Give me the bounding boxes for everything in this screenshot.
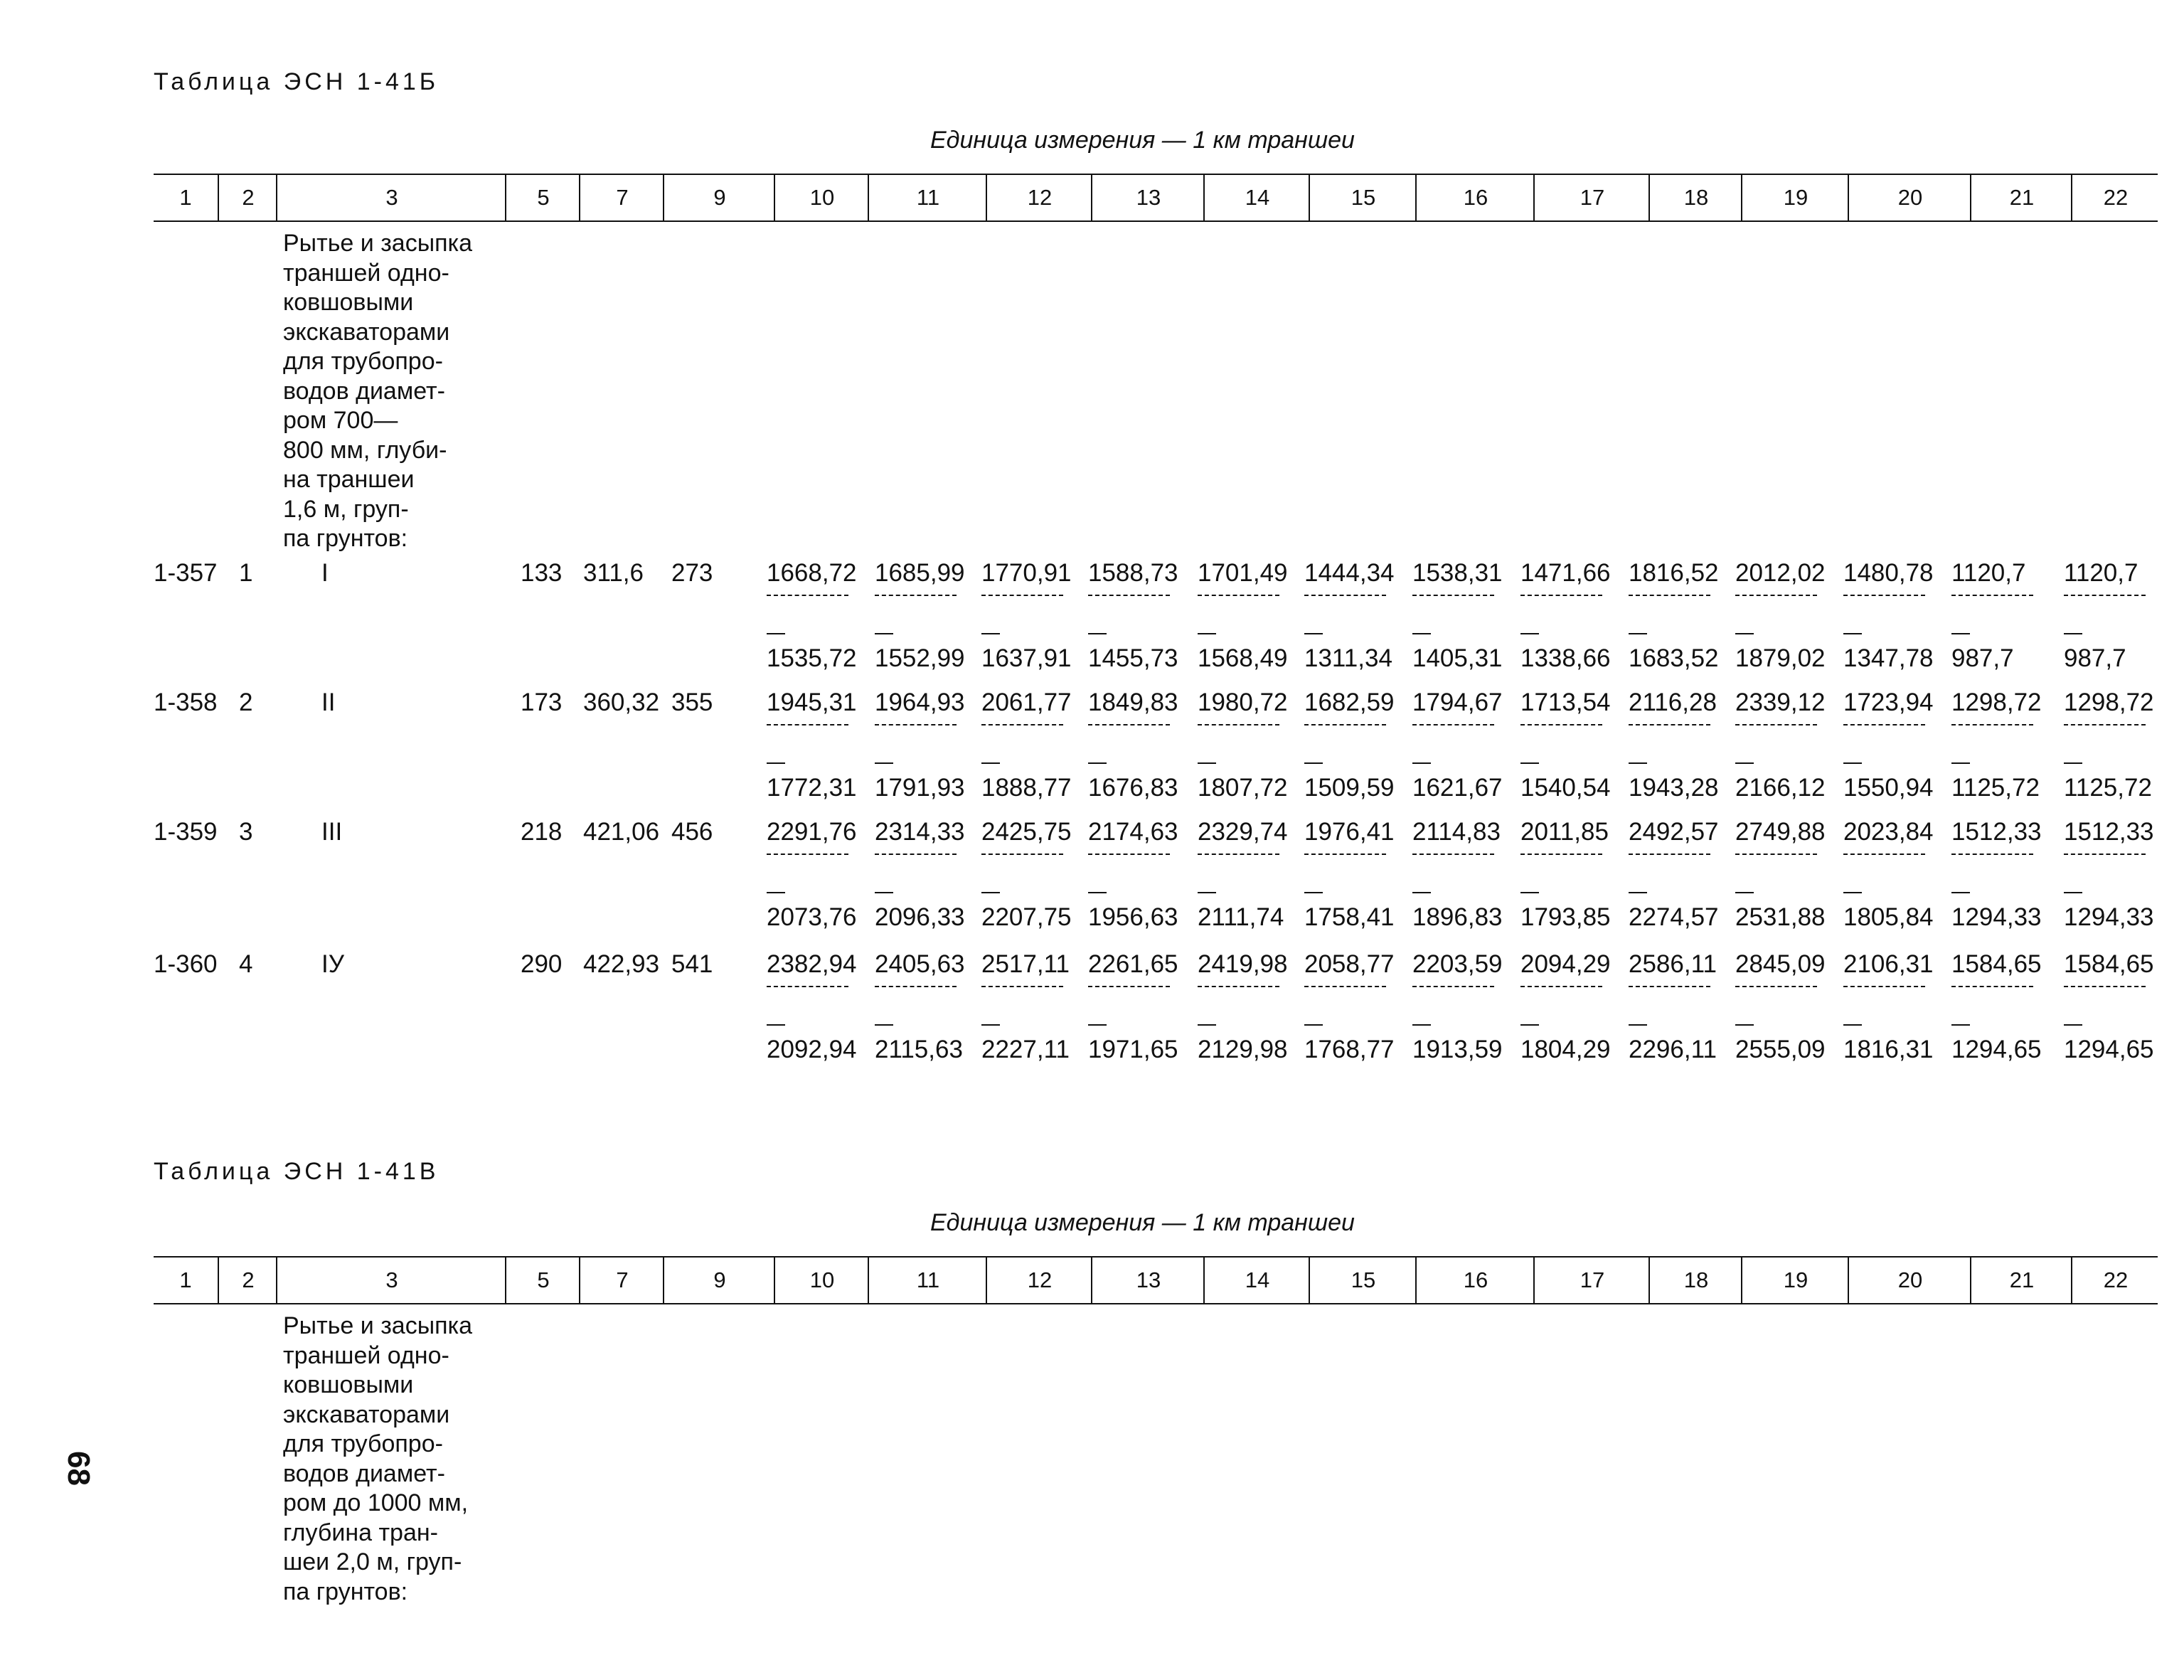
cell-col-7: 311,6 <box>583 559 644 587</box>
header-cell-5: 5 <box>505 175 580 220</box>
price-denominator: 2555,09 <box>1735 1036 1826 1063</box>
row-code: 1-358 <box>154 689 218 716</box>
price-numerator: 2586,11 <box>1629 950 1717 978</box>
price-denominator: 1676,83 <box>1088 774 1178 802</box>
fraction-bar <box>1198 724 1279 725</box>
fraction-bar <box>1412 595 1494 596</box>
table-b-header <box>154 174 2158 222</box>
fraction-dash <box>981 1024 1000 1026</box>
fraction-dash <box>1951 633 1970 634</box>
table-v-unit: Единица измерения — 1 км траншеи <box>930 1209 1355 1236</box>
price-numerator: 2314,33 <box>875 818 965 846</box>
price-denominator: 1758,41 <box>1304 903 1395 931</box>
header-cell-10: 10 <box>774 175 869 220</box>
price-numerator: 1713,54 <box>1520 689 1611 716</box>
fraction-dash <box>1629 1024 1647 1026</box>
header-cell-20: 20 <box>1848 1258 1971 1303</box>
fraction-dash <box>1520 1024 1539 1026</box>
fraction-bar <box>767 724 848 725</box>
fraction-dash <box>1412 633 1431 634</box>
fraction-bar <box>1735 595 1817 596</box>
price-numerator: 1980,72 <box>1198 689 1288 716</box>
price-denominator: 1540,54 <box>1520 774 1611 802</box>
price-denominator: 1294,33 <box>1951 903 2042 931</box>
fraction-dash <box>1735 1024 1754 1026</box>
fraction-dash <box>1629 762 1647 764</box>
price-denominator: 2115,63 <box>875 1036 963 1063</box>
fraction-dash <box>981 892 1000 893</box>
price-numerator: 2517,11 <box>981 950 1070 978</box>
price-numerator: 1120,7 <box>1951 559 2026 587</box>
price-denominator: 2166,12 <box>1735 774 1826 802</box>
fraction-dash <box>1520 633 1539 634</box>
table-b-description: Рытье и засыпка траншей одно- ковшовыми экскаваторами для трубопро- водов диамет- ром 700— 800 мм, глуби- на траншеи 1,6 м, груп- па грунтов: <box>283 230 473 552</box>
cell-col-9: 541 <box>671 950 713 978</box>
price-numerator: 1682,59 <box>1304 689 1395 716</box>
fraction-dash <box>2064 892 2082 893</box>
price-denominator: 2111,74 <box>1198 903 1284 931</box>
price-numerator: 2339,12 <box>1735 689 1826 716</box>
fraction-dash <box>2064 762 2082 764</box>
fraction-bar <box>2064 724 2146 725</box>
fraction-dash <box>1198 762 1216 764</box>
fraction-dash <box>1304 1024 1323 1026</box>
price-numerator: 2329,74 <box>1198 818 1288 846</box>
fraction-dash <box>1735 762 1754 764</box>
fraction-bar <box>1198 986 1279 987</box>
price-denominator: 1816,31 <box>1843 1036 1934 1063</box>
price-numerator: 1964,93 <box>875 689 965 716</box>
fraction-dash <box>1629 892 1647 893</box>
fraction-dash <box>1412 892 1431 893</box>
table-v-title: Таблица ЭСН 1-41В <box>154 1158 440 1185</box>
fraction-bar <box>2064 986 2146 987</box>
price-numerator: 1588,73 <box>1088 559 1178 587</box>
price-denominator: 1805,84 <box>1843 903 1934 931</box>
header-cell-2: 2 <box>218 1258 277 1303</box>
price-numerator: 2174,63 <box>1088 818 1178 846</box>
fraction-dash <box>1198 892 1216 893</box>
price-denominator: 1879,02 <box>1735 644 1826 672</box>
fraction-dash <box>1088 633 1107 634</box>
price-denominator: 1791,93 <box>875 774 965 802</box>
table-v-header <box>154 1256 2158 1304</box>
fraction-bar <box>875 595 957 596</box>
price-denominator: 1509,59 <box>1304 774 1395 802</box>
fraction-bar <box>2064 854 2146 855</box>
fraction-bar <box>1735 854 1817 855</box>
fraction-dash <box>1412 1024 1431 1026</box>
row-number: 2 <box>239 689 253 716</box>
header-cell-10: 10 <box>774 1258 869 1303</box>
fraction-bar <box>1198 854 1279 855</box>
price-numerator: 1471,66 <box>1520 559 1611 587</box>
header-cell-1: 1 <box>179 185 192 210</box>
fraction-bar <box>1412 724 1494 725</box>
price-numerator: 2845,09 <box>1735 950 1826 978</box>
price-numerator: 2011,85 <box>1520 818 1609 846</box>
price-numerator: 1945,31 <box>767 689 857 716</box>
price-numerator: 2061,77 <box>981 689 1072 716</box>
table-b-title: Таблица ЭСН 1-41Б <box>154 68 440 95</box>
price-numerator: 2203,59 <box>1412 950 1503 978</box>
fraction-bar <box>1951 854 2033 855</box>
cell-col-5: 218 <box>521 818 563 846</box>
price-numerator: 2405,63 <box>875 950 965 978</box>
fraction-bar <box>1735 724 1817 725</box>
cell-col-9: 273 <box>671 559 713 587</box>
fraction-dash <box>875 892 893 893</box>
price-denominator: 2274,57 <box>1629 903 1719 931</box>
header-cell-17: 17 <box>1533 175 1650 220</box>
fraction-bar <box>1304 724 1386 725</box>
fraction-dash <box>1198 633 1216 634</box>
price-numerator: 2291,76 <box>767 818 857 846</box>
price-denominator: 1125,72 <box>2064 774 2152 802</box>
header-cell-13: 13 <box>1091 175 1205 220</box>
fraction-bar <box>1088 854 1170 855</box>
price-numerator: 1444,34 <box>1304 559 1395 587</box>
price-numerator: 2012,02 <box>1735 559 1826 587</box>
fraction-dash <box>1412 762 1431 764</box>
price-numerator: 1794,67 <box>1412 689 1503 716</box>
fraction-dash <box>1304 762 1323 764</box>
cell-col-5: 133 <box>521 559 563 587</box>
fraction-bar <box>1951 595 2033 596</box>
fraction-bar <box>875 986 957 987</box>
price-numerator: 1120,7 <box>2064 559 2138 587</box>
price-numerator: 1298,72 <box>2064 689 2154 716</box>
header-cell-18: 18 <box>1648 1258 1742 1303</box>
price-denominator: 1804,29 <box>1520 1036 1611 1063</box>
fraction-bar <box>1735 986 1817 987</box>
fraction-bar <box>767 595 848 596</box>
price-denominator: 1956,63 <box>1088 903 1178 931</box>
price-denominator: 1552,99 <box>875 644 965 672</box>
page-number: 68 <box>61 1451 96 1486</box>
fraction-bar <box>1412 854 1494 855</box>
price-denominator: 1347,78 <box>1843 644 1934 672</box>
fraction-bar <box>1520 595 1602 596</box>
price-numerator: 2058,77 <box>1304 950 1395 978</box>
price-numerator: 2114,83 <box>1412 818 1501 846</box>
fraction-dash <box>981 633 1000 634</box>
fraction-bar <box>1520 854 1602 855</box>
cell-col-9: 355 <box>671 689 713 716</box>
fraction-bar <box>767 986 848 987</box>
price-denominator: 1683,52 <box>1629 644 1719 672</box>
fraction-dash <box>1304 892 1323 893</box>
fraction-dash <box>1735 633 1754 634</box>
fraction-dash <box>767 1024 785 1026</box>
price-numerator: 1816,52 <box>1629 559 1719 587</box>
header-cell-16: 16 <box>1415 1258 1535 1303</box>
price-numerator: 2261,65 <box>1088 950 1178 978</box>
price-denominator: 1311,34 <box>1304 644 1392 672</box>
price-denominator: 1294,65 <box>1951 1036 2042 1063</box>
fraction-dash <box>875 762 893 764</box>
fraction-bar <box>767 854 848 855</box>
table-v-description: Рытье и засыпка траншей одно- ковшовыми экскаваторами для трубопро- водов диамет- ром до 1000 мм, глубина тран- шеи 2,0 м, груп- па грунтов: <box>283 1312 473 1605</box>
price-numerator: 2419,98 <box>1198 950 1288 978</box>
fraction-dash <box>767 762 785 764</box>
header-cell-7: 7 <box>579 175 664 220</box>
cell-col-9: 456 <box>671 818 713 846</box>
price-denominator: 1793,85 <box>1520 903 1611 931</box>
price-numerator: 1976,41 <box>1304 818 1395 846</box>
price-denominator: 1294,33 <box>2064 903 2154 931</box>
header-cell-14: 14 <box>1203 175 1310 220</box>
fraction-dash <box>1520 892 1539 893</box>
price-denominator: 1550,94 <box>1843 774 1934 802</box>
price-denominator: 2207,75 <box>981 903 1072 931</box>
header-cell-19: 19 <box>1741 1258 1849 1303</box>
fraction-dash <box>1735 892 1754 893</box>
row-number: 4 <box>239 950 253 978</box>
price-numerator: 1723,94 <box>1843 689 1934 716</box>
fraction-bar <box>1198 595 1279 596</box>
fraction-bar <box>981 854 1063 855</box>
price-numerator: 2492,57 <box>1629 818 1719 846</box>
price-denominator: 1455,73 <box>1088 644 1178 672</box>
row-code: 1-360 <box>154 950 218 978</box>
fraction-dash <box>981 762 1000 764</box>
price-numerator: 1512,33 <box>1951 818 2042 846</box>
price-denominator: 2129,98 <box>1198 1036 1288 1063</box>
price-numerator: 1298,72 <box>1951 689 2042 716</box>
header-cell-16: 16 <box>1415 175 1535 220</box>
price-numerator: 1701,49 <box>1198 559 1288 587</box>
cell-col-7: 421,06 <box>583 818 660 846</box>
price-numerator: 1584,65 <box>2064 950 2154 978</box>
fraction-bar <box>981 724 1063 725</box>
fraction-bar <box>875 724 957 725</box>
soil-group: II <box>321 689 336 716</box>
header-cell-12: 12 <box>986 175 1092 220</box>
cell-col-5: 290 <box>521 950 563 978</box>
price-denominator: 1621,67 <box>1412 774 1503 802</box>
header-cell-7: 7 <box>579 1258 664 1303</box>
price-numerator: 1480,78 <box>1843 559 1934 587</box>
price-denominator: 1568,49 <box>1198 644 1288 672</box>
fraction-dash <box>1088 1024 1107 1026</box>
soil-group: IУ <box>321 950 344 978</box>
price-denominator: 987,7 <box>2064 644 2126 672</box>
price-denominator: 1913,59 <box>1412 1036 1503 1063</box>
header-cell-21: 21 <box>1970 175 2072 220</box>
header-cell-22: 22 <box>2071 1258 2159 1303</box>
fraction-bar <box>1304 595 1386 596</box>
header-cell-15: 15 <box>1309 1258 1417 1303</box>
header-cell-15: 15 <box>1309 175 1417 220</box>
fraction-dash <box>1843 892 1862 893</box>
fraction-dash <box>875 1024 893 1026</box>
price-numerator: 1512,33 <box>2064 818 2154 846</box>
fraction-dash <box>2064 1024 2082 1026</box>
fraction-dash <box>767 892 785 893</box>
price-numerator: 2382,94 <box>767 950 857 978</box>
fraction-dash <box>1088 762 1107 764</box>
price-denominator: 1971,65 <box>1088 1036 1178 1063</box>
fraction-dash <box>767 633 785 634</box>
fraction-bar <box>875 854 957 855</box>
header-cell-21: 21 <box>1970 1258 2072 1303</box>
price-numerator: 2106,31 <box>1843 950 1934 978</box>
price-denominator: 1405,31 <box>1412 644 1503 672</box>
fraction-dash <box>1951 1024 1970 1026</box>
price-denominator: 987,7 <box>1951 644 2014 672</box>
fraction-dash <box>1520 762 1539 764</box>
header-cell-20: 20 <box>1848 175 1971 220</box>
price-numerator: 2094,29 <box>1520 950 1611 978</box>
fraction-bar <box>2064 595 2146 596</box>
price-denominator: 1768,77 <box>1304 1036 1395 1063</box>
price-numerator: 1849,83 <box>1088 689 1178 716</box>
fraction-dash <box>1304 633 1323 634</box>
price-numerator: 2749,88 <box>1735 818 1826 846</box>
header-cell-22: 22 <box>2071 175 2159 220</box>
fraction-bar <box>981 986 1063 987</box>
cell-col-7: 360,32 <box>583 689 660 716</box>
fraction-bar <box>1304 854 1386 855</box>
price-denominator: 1888,77 <box>981 774 1072 802</box>
header-cell-18: 18 <box>1648 175 1742 220</box>
header-cell-11: 11 <box>868 1258 987 1303</box>
fraction-bar <box>1843 724 1925 725</box>
header-cell-13: 13 <box>1091 1258 1205 1303</box>
fraction-bar <box>1520 986 1602 987</box>
fraction-bar <box>1412 986 1494 987</box>
row-number: 3 <box>239 818 253 846</box>
header-cell-5: 5 <box>505 1258 580 1303</box>
fraction-bar <box>1520 724 1602 725</box>
price-numerator: 2023,84 <box>1843 818 1934 846</box>
fraction-bar <box>1304 986 1386 987</box>
header-cell-11: 11 <box>868 175 987 220</box>
soil-group: I <box>321 559 329 587</box>
price-denominator: 1338,66 <box>1520 644 1611 672</box>
fraction-bar <box>1951 724 2033 725</box>
price-denominator: 2296,11 <box>1629 1036 1717 1063</box>
fraction-dash <box>1951 762 1970 764</box>
fraction-dash <box>875 633 893 634</box>
price-denominator: 1535,72 <box>767 644 857 672</box>
fraction-dash <box>1088 892 1107 893</box>
row-code: 1-359 <box>154 818 218 846</box>
price-numerator: 1770,91 <box>981 559 1072 587</box>
fraction-bar <box>1843 854 1925 855</box>
header-cell-3: 3 <box>276 175 506 220</box>
soil-group: III <box>321 818 343 846</box>
price-denominator: 1943,28 <box>1629 774 1719 802</box>
price-denominator: 2096,33 <box>875 903 965 931</box>
fraction-bar <box>1629 986 1710 987</box>
price-denominator: 2092,94 <box>767 1036 857 1063</box>
header-cell-12: 12 <box>986 1258 1092 1303</box>
fraction-bar <box>1629 724 1710 725</box>
fraction-bar <box>1088 724 1170 725</box>
fraction-bar <box>1843 595 1925 596</box>
table-b-unit: Единица измерения — 1 км траншеи <box>930 127 1355 154</box>
cell-col-5: 173 <box>521 689 563 716</box>
fraction-dash <box>1198 1024 1216 1026</box>
price-numerator: 2425,75 <box>981 818 1072 846</box>
fraction-dash <box>1843 633 1862 634</box>
cell-col-7: 422,93 <box>583 950 660 978</box>
fraction-bar <box>1088 986 1170 987</box>
fraction-bar <box>1843 986 1925 987</box>
header-cell-9: 9 <box>663 1258 775 1303</box>
fraction-bar <box>1951 986 2033 987</box>
fraction-dash <box>1951 892 1970 893</box>
price-denominator: 1125,72 <box>1951 774 2040 802</box>
header-cell-2: 2 <box>218 175 277 220</box>
fraction-dash <box>1843 762 1862 764</box>
fraction-dash <box>1629 633 1647 634</box>
header-cell-3: 3 <box>276 1258 506 1303</box>
header-cell-1: 1 <box>179 1267 192 1292</box>
fraction-dash <box>2064 633 2082 634</box>
price-numerator: 2116,28 <box>1629 689 1717 716</box>
price-numerator: 1584,65 <box>1951 950 2042 978</box>
price-denominator: 1896,83 <box>1412 903 1503 931</box>
fraction-bar <box>1629 595 1710 596</box>
header-cell-14: 14 <box>1203 1258 1310 1303</box>
price-denominator: 2073,76 <box>767 903 857 931</box>
row-number: 1 <box>239 559 253 587</box>
price-denominator: 1637,91 <box>981 644 1072 672</box>
price-denominator: 2531,88 <box>1735 903 1826 931</box>
price-denominator: 2227,11 <box>981 1036 1070 1063</box>
row-code: 1-357 <box>154 559 218 587</box>
price-numerator: 1685,99 <box>875 559 965 587</box>
fraction-bar <box>1088 595 1170 596</box>
price-numerator: 1538,31 <box>1412 559 1503 587</box>
fraction-bar <box>981 595 1063 596</box>
header-cell-9: 9 <box>663 175 775 220</box>
fraction-bar <box>1629 854 1710 855</box>
price-denominator: 1807,72 <box>1198 774 1288 802</box>
header-cell-19: 19 <box>1741 175 1849 220</box>
fraction-dash <box>1843 1024 1862 1026</box>
price-denominator: 1772,31 <box>767 774 857 802</box>
header-cell-17: 17 <box>1533 1258 1650 1303</box>
price-numerator: 1668,72 <box>767 559 857 587</box>
price-denominator: 1294,65 <box>2064 1036 2154 1063</box>
